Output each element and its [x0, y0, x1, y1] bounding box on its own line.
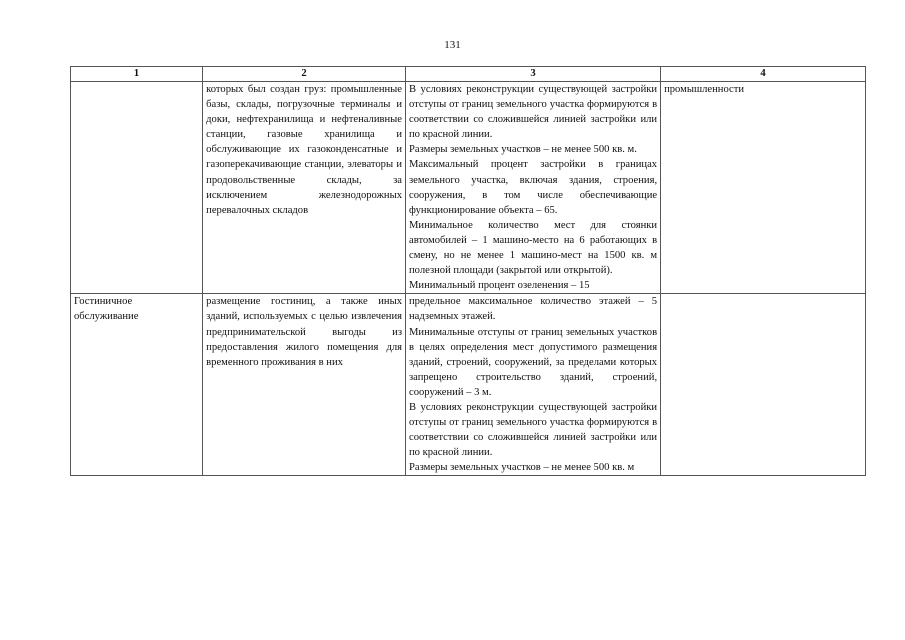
table-header-row [71, 67, 866, 82]
cell-use-type [71, 82, 203, 294]
parameter-paragraph: Размеры земельных участков – не менее 500 кв. м. [409, 144, 637, 156]
page-number: 131 [444, 39, 461, 51]
cell-use-description: которых был создан груз: промышленные базы, склады, погрузочные терминалы и доки, нефтехранилища и нефтеналивные станции, газовые хранилища и обслуживающие их газоконденсатные и газоперекачивающие станции, элеваторы и продовольственные склады, за исключением железнодорожных перевалочных складов [203, 82, 406, 294]
table-row [71, 294, 866, 476]
parameter-paragraph: Минимальный процент озеленения – 15 [409, 280, 590, 292]
header-col-4: 4 [661, 67, 866, 82]
parameter-paragraph: Размеры земельных участков – не менее 500 кв. м [409, 462, 635, 474]
regulations-table [70, 66, 866, 476]
cell-parameters [406, 82, 661, 294]
parameter-paragraph: предельное максимальное количество этажей – 5 надземных этажей. [409, 296, 658, 323]
cell-parameters [406, 294, 661, 476]
parameter-paragraph: Минимальное количество мест для стоянки автомобилей – 1 машино-место на 6 работающих в смену, но не менее 1 машино-мест на 1500 кв. м полезной площади (закрытой или открытой). [409, 219, 658, 277]
table-row [71, 82, 866, 294]
cell-restrictions: промышленности [661, 82, 866, 294]
parameter-paragraph: В условиях реконструкции существующей застройки отступы от границ земельного участка формируются в соответствии со сложившейся линией застройки или по красной линии. [409, 84, 658, 141]
cell-use-type: Гостиничное обслуживание [71, 294, 203, 476]
cell-use-description: размещение гостиниц, а также иных зданий, используемых с целью извлечения предпринимательской выгоды из предоставления жилого помещения для временного проживания в них [203, 294, 406, 476]
cell-restrictions [661, 294, 866, 476]
header-col-2: 2 [203, 67, 406, 82]
header-col-1: 1 [71, 67, 203, 82]
parameter-paragraph: В условиях реконструкции существующей застройки отступы от границ земельного участка формируются в соответствии со сложившейся линией застройки или по красной линии. [409, 401, 658, 459]
parameter-paragraph: Максимальный процент застройки в границах земельного участка, включая здания, строения, сооружения, в том числе обеспечивающие функционирование объекта – 65. [409, 159, 658, 216]
header-col-3: 3 [406, 67, 661, 82]
parameter-paragraph: Минимальные отступы от границ земельных участков в целях определения мест допустимого размещения зданий, строений, сооружений, за пределами которых запрещено строительство зданий, строений, сооружений – 3 м. [409, 326, 658, 398]
